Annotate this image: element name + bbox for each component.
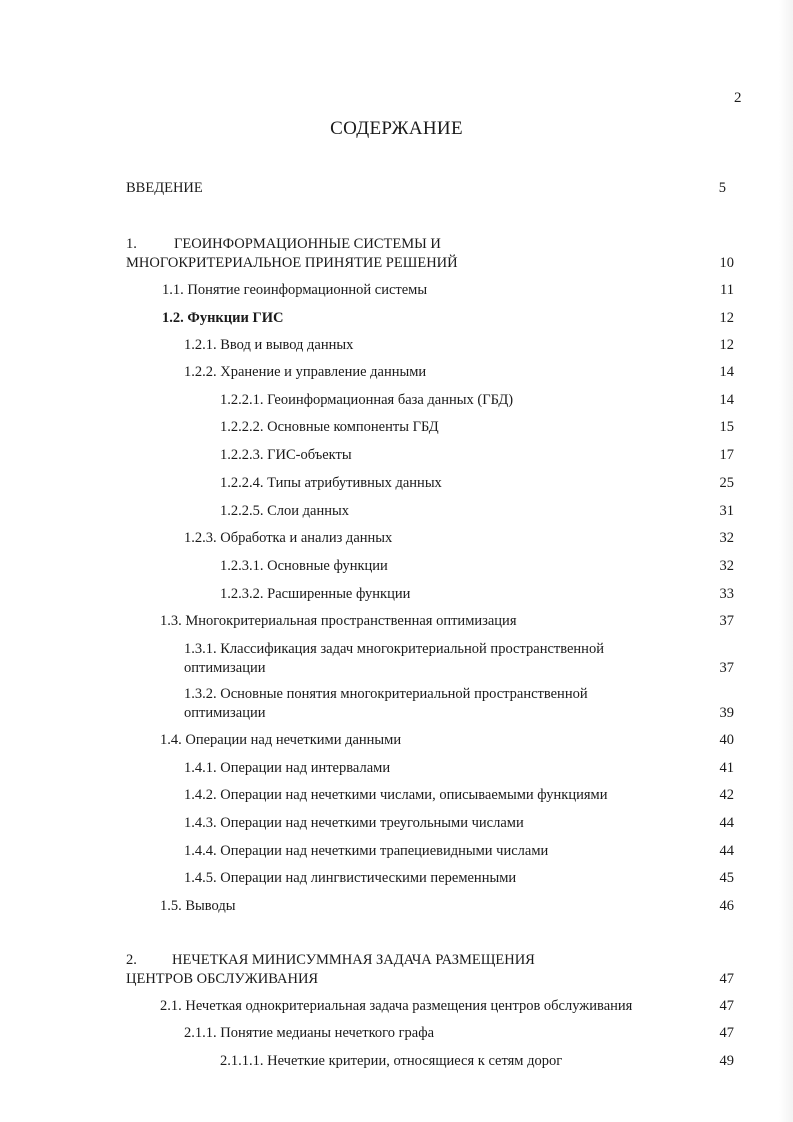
toc-entry-continuation: ЦЕНТРОВ ОБСЛУЖИВАНИЯ [126,971,319,987]
toc-page: 47 [719,998,734,1014]
toc-page: 32 [719,530,734,546]
toc-entry: 1.2.2.5. Слои данных [220,503,349,519]
toc-page: 40 [719,732,734,748]
toc-page: 37 [719,613,734,629]
toc-entry: 1.4.2. Операции над нечеткими числами, описываемыми функциями [184,787,608,803]
toc-page: 32 [719,558,734,574]
toc-entry: 1.2.3.1. Основные функции [220,558,388,574]
toc-entry: 1.4.1. Операции над интервалами [184,760,391,776]
toc-entry-continuation: оптимизации [184,660,266,676]
toc-entry: 1.2.2.2. Основные компоненты ГБД [220,419,439,435]
toc-entry: 1.2.2.1. Геоинформационная база данных (ГБД) [220,392,514,408]
toc-chapter-number: 2. [126,952,137,968]
toc-entry: 1.4.3. Операции над нечеткими треугольными числами [184,815,524,831]
toc-page: 42 [719,787,734,803]
toc-page: 47 [719,971,734,987]
toc-entry: 2.1.1. Понятие медианы нечеткого графа [184,1025,435,1041]
toc-page: 41 [719,760,734,776]
toc-page: 37 [719,660,734,676]
toc-entry: 1.5. Выводы [160,898,236,914]
toc-entry: 1.1. Понятие геоинформационной системы [162,282,428,298]
toc-entry: ВВЕДЕНИЕ [126,180,203,196]
toc-entry: 1.2.1. Ввод и вывод данных [184,337,354,353]
toc-entry: 1.4.5. Операции над лингвистическими переменными [184,870,517,886]
toc-page: 33 [719,586,734,602]
toc-entry: 1.3.1. Классификация задач многокритериальной пространственной [184,641,604,657]
toc-page: 14 [719,364,734,380]
toc-page: 17 [719,447,734,463]
toc-entry: 1.2.2.4. Типы атрибутивных данных [220,475,442,491]
toc-page: 12 [719,310,734,326]
toc-entry: 1.2.2. Хранение и управление данными [184,364,427,380]
toc-page: 5 [718,180,726,196]
toc-page: 15 [719,419,734,435]
toc-entry: 1.3. Многокритериальная пространственная оптимизация [160,613,517,629]
toc-entry: 1.4.4. Операции над нечеткими трапециевидными числами [184,843,549,859]
toc-entry: 2.1. Нечеткая однокритериальная задача размещения центров обслуживания [160,998,633,1014]
scan-edge-shadow [779,0,793,1122]
toc-chapter-number: 1. [126,236,137,252]
page-number: 2 [734,90,742,106]
toc-page: 10 [719,255,734,271]
toc-page: 31 [719,503,734,519]
toc-page: 47 [719,1025,734,1041]
toc-page: 12 [719,337,734,353]
toc-page: 49 [719,1053,734,1069]
toc-entry: ГЕОИНФОРМАЦИОННЫЕ СИСТЕМЫ И [174,236,441,252]
toc-page: 45 [719,870,734,886]
toc-entry-continuation: МНОГОКРИТЕРИАЛЬНОЕ ПРИНЯТИЕ РЕШЕНИЙ [126,255,458,271]
toc-page: 14 [719,392,734,408]
toc-entry: 1.2.2.3. ГИС-объекты [220,447,352,463]
toc-entry-continuation: оптимизации [184,705,266,721]
toc-page: 25 [719,475,734,491]
toc-entry: 1.2.3. Обработка и анализ данных [184,530,393,546]
toc-page: 11 [720,282,734,298]
toc-page: 44 [719,815,734,831]
toc-page: 46 [719,898,734,914]
toc-entry: 2.1.1.1. Нечеткие критерии, относящиеся к сетям дорог [220,1053,563,1069]
toc-entry: 1.2. Функции ГИС [162,310,284,326]
toc-page: 44 [719,843,734,859]
toc-entry: 1.2.3.2. Расширенные функции [220,586,411,602]
toc-entry: 1.4. Операции над нечеткими данными [160,732,402,748]
page-title: СОДЕРЖАНИЕ [330,118,463,139]
toc-page: 39 [719,705,734,721]
toc-entry: НЕЧЕТКАЯ МИНИСУММНАЯ ЗАДАЧА РАЗМЕЩЕНИЯ [172,952,535,968]
toc-entry: 1.3.2. Основные понятия многокритериальной пространственной [184,686,588,702]
